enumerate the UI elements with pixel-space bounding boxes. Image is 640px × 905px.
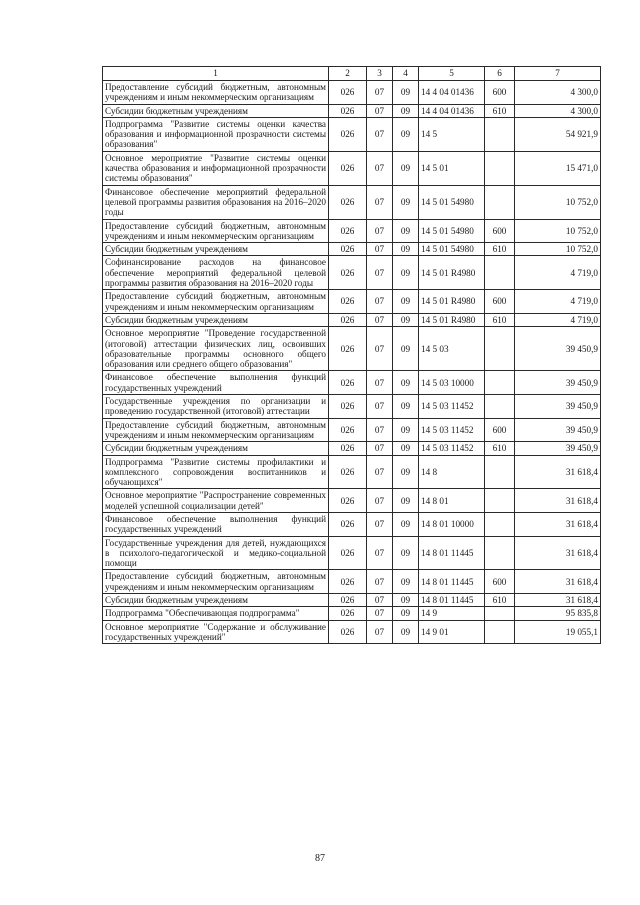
row-name-cell: Субсидии бюджетным учреждениям [103,442,329,455]
subsection-code-cell: 09 [393,489,419,513]
row-name-cell: Основное мероприятие "Распространение современных моделей успешной социализации детей" [103,489,329,513]
subsection-code-cell: 09 [393,117,419,151]
section-code-cell: 07 [367,243,393,256]
row-name-cell: Предоставление субсидий бюджетным, автономным учреждениям и иным некоммерческим организациям [103,290,329,314]
section-code-cell: 07 [367,151,393,185]
row-name-cell: Финансовое обеспечение выполнения функций государственных учреждений [103,512,329,536]
header-row [103,67,601,81]
table-row [103,455,601,489]
table-row [103,489,601,513]
expense-type-cell [485,512,515,536]
target-code-cell: 14 5 03 10000 [419,371,485,395]
row-name-cell: Субсидии бюджетным учреждениям [103,243,329,256]
header-cell: 2 [329,67,367,81]
expense-type-cell: 600 [485,570,515,594]
section-code-cell: 07 [367,81,393,105]
table-row [103,371,601,395]
header-cell: 7 [515,67,601,81]
target-code-cell: 14 8 01 [419,489,485,513]
table-row [103,151,601,185]
table-row [103,104,601,117]
section-code-cell: 07 [367,256,393,290]
row-name-cell: Основное мероприятие "Проведение государственной (итоговой) аттестации физических лиц, освоивших образовательные программы основного общего образования или среднего общего образования" [103,327,329,371]
section-code-cell: 07 [367,594,393,607]
row-name-cell: Основное мероприятие "Развитие системы оценки качества образования и информационной прозрачности системы образования" [103,151,329,185]
ministry-code-cell: 026 [329,594,367,607]
subsection-code-cell: 09 [393,594,419,607]
expense-type-cell [485,607,515,620]
subsection-code-cell: 09 [393,371,419,395]
header-cell: 5 [419,67,485,81]
expense-type-cell: 610 [485,442,515,455]
subsection-code-cell: 09 [393,290,419,314]
target-code-cell: 14 5 03 11452 [419,442,485,455]
ministry-code-cell: 026 [329,185,367,219]
ministry-code-cell: 026 [329,371,367,395]
target-code-cell: 14 5 01 54980 [419,243,485,256]
row-name-cell: Субсидии бюджетным учреждениям [103,313,329,326]
amount-cell: 31 618,4 [515,594,601,607]
target-code-cell: 14 5 03 [419,327,485,371]
expense-type-cell: 610 [485,594,515,607]
table-row [103,442,601,455]
expense-type-cell [485,371,515,395]
section-code-cell: 07 [367,219,393,243]
table-row [103,512,601,536]
page-number: 87 [315,853,325,864]
table-row [103,395,601,419]
expense-type-cell [485,327,515,371]
ministry-code-cell: 026 [329,620,367,644]
subsection-code-cell: 09 [393,395,419,419]
expense-type-cell: 610 [485,243,515,256]
table-row [103,607,601,620]
subsection-code-cell: 09 [393,442,419,455]
section-code-cell: 07 [367,536,393,570]
header-cell: 3 [367,67,393,81]
expense-type-cell [485,117,515,151]
target-code-cell: 14 5 01 54980 [419,219,485,243]
header-cell: 6 [485,67,515,81]
ministry-code-cell: 026 [329,327,367,371]
table-row [103,243,601,256]
ministry-code-cell: 026 [329,117,367,151]
expense-type-cell: 600 [485,81,515,105]
amount-cell: 4 300,0 [515,104,601,117]
amount-cell: 39 450,9 [515,327,601,371]
ministry-code-cell: 026 [329,455,367,489]
table-row [103,594,601,607]
section-code-cell: 07 [367,104,393,117]
subsection-code-cell: 09 [393,570,419,594]
row-name-cell: Предоставление субсидий бюджетным, автономным учреждениям и иным некоммерческим организациям [103,570,329,594]
amount-cell: 39 450,9 [515,371,601,395]
target-code-cell: 14 4 04 01436 [419,81,485,105]
row-name-cell: Субсидии бюджетным учреждениям [103,104,329,117]
section-code-cell: 07 [367,290,393,314]
section-code-cell: 07 [367,185,393,219]
amount-cell: 39 450,9 [515,395,601,419]
ministry-code-cell: 026 [329,418,367,442]
table-row [103,290,601,314]
amount-cell: 10 752,0 [515,243,601,256]
target-code-cell: 14 8 01 10000 [419,512,485,536]
subsection-code-cell: 09 [393,455,419,489]
section-code-cell: 07 [367,570,393,594]
expense-type-cell [485,256,515,290]
row-name-cell: Финансовое обеспечение мероприятий федеральной целевой программы развития образования на 2016–2020 годы [103,185,329,219]
expense-type-cell: 600 [485,418,515,442]
subsection-code-cell: 09 [393,151,419,185]
amount-cell: 15 471,0 [515,151,601,185]
target-code-cell: 14 9 [419,607,485,620]
subsection-code-cell: 09 [393,81,419,105]
target-code-cell: 14 5 01 R4980 [419,256,485,290]
amount-cell: 31 618,4 [515,536,601,570]
ministry-code-cell: 026 [329,536,367,570]
subsection-code-cell: 09 [393,607,419,620]
amount-cell: 39 450,9 [515,442,601,455]
section-code-cell: 07 [367,117,393,151]
amount-cell: 10 752,0 [515,185,601,219]
table-row [103,570,601,594]
ministry-code-cell: 026 [329,313,367,326]
expense-type-cell: 600 [485,290,515,314]
section-code-cell: 07 [367,455,393,489]
expense-type-cell [485,489,515,513]
subsection-code-cell: 09 [393,185,419,219]
target-code-cell: 14 8 [419,455,485,489]
amount-cell: 31 618,4 [515,489,601,513]
expense-type-cell [485,455,515,489]
amount-cell: 31 618,4 [515,455,601,489]
header-cell: 4 [393,67,419,81]
table-row [103,327,601,371]
subsection-code-cell: 09 [393,243,419,256]
row-name-cell: Предоставление субсидий бюджетным, автономным учреждениям и иным некоммерческим организациям [103,81,329,105]
target-code-cell: 14 8 01 11445 [419,594,485,607]
target-code-cell: 14 5 [419,117,485,151]
amount-cell: 10 752,0 [515,219,601,243]
row-name-cell: Предоставление субсидий бюджетным, автономным учреждениям и иным некоммерческим организациям [103,219,329,243]
ministry-code-cell: 026 [329,570,367,594]
ministry-code-cell: 026 [329,442,367,455]
table-row [103,81,601,105]
ministry-code-cell: 026 [329,512,367,536]
amount-cell: 95 835,8 [515,607,601,620]
expense-type-cell: 610 [485,104,515,117]
subsection-code-cell: 09 [393,219,419,243]
target-code-cell: 14 5 01 54980 [419,185,485,219]
section-code-cell: 07 [367,395,393,419]
target-code-cell: 14 5 03 11452 [419,418,485,442]
amount-cell: 4 719,0 [515,256,601,290]
section-code-cell: 07 [367,418,393,442]
table-row [103,185,601,219]
ministry-code-cell: 026 [329,256,367,290]
table-row [103,117,601,151]
expense-type-cell [485,395,515,419]
ministry-code-cell: 026 [329,219,367,243]
target-code-cell: 14 5 01 [419,151,485,185]
expense-type-cell [485,620,515,644]
row-name-cell: Софинансирование расходов на финансовое обеспечение мероприятий федеральной целевой программы развития образования на 2016–2020 годы [103,256,329,290]
target-code-cell: 14 5 01 R4980 [419,313,485,326]
ministry-code-cell: 026 [329,290,367,314]
ministry-code-cell: 026 [329,489,367,513]
table-row [103,536,601,570]
section-code-cell: 07 [367,607,393,620]
target-code-cell: 14 8 01 11445 [419,536,485,570]
target-code-cell: 14 8 01 11445 [419,570,485,594]
section-code-cell: 07 [367,313,393,326]
subsection-code-cell: 09 [393,256,419,290]
table-row [103,620,601,644]
row-name-cell: Подпрограмма "Развитие системы оценки качества образования и информационной прозрачности системы образования" [103,117,329,151]
target-code-cell: 14 5 03 11452 [419,395,485,419]
subsection-code-cell: 09 [393,620,419,644]
subsection-code-cell: 09 [393,313,419,326]
ministry-code-cell: 026 [329,395,367,419]
target-code-cell: 14 4 04 01436 [419,104,485,117]
table-row [103,219,601,243]
budget-table [102,66,601,644]
amount-cell: 4 719,0 [515,290,601,314]
target-code-cell: 14 5 01 R4980 [419,290,485,314]
expense-type-cell: 610 [485,313,515,326]
table-row [103,256,601,290]
amount-cell: 19 055,1 [515,620,601,644]
target-code-cell: 14 9 01 [419,620,485,644]
expense-type-cell [485,536,515,570]
amount-cell: 54 921,9 [515,117,601,151]
ministry-code-cell: 026 [329,151,367,185]
header-cell: 1 [103,67,329,81]
row-name-cell: Подпрограмма "Обеспечивающая подпрограмма" [103,607,329,620]
section-code-cell: 07 [367,327,393,371]
ministry-code-cell: 026 [329,607,367,620]
row-name-cell: Предоставление субсидий бюджетным, автономным учреждениям и иным некоммерческим организациям [103,418,329,442]
ministry-code-cell: 026 [329,104,367,117]
section-code-cell: 07 [367,371,393,395]
table-row [103,313,601,326]
row-name-cell: Подпрограмма "Развитие системы профилактики и комплексного сопровождения воспитанников и обучающихся" [103,455,329,489]
row-name-cell: Государственные учреждения по организации и проведению государственной (итоговой) аттестации [103,395,329,419]
table-body [103,81,601,644]
section-code-cell: 07 [367,442,393,455]
ministry-code-cell: 026 [329,81,367,105]
amount-cell: 31 618,4 [515,570,601,594]
row-name-cell: Финансовое обеспечение выполнения функций государственных учреждений [103,371,329,395]
expense-type-cell [485,151,515,185]
amount-cell: 4 719,0 [515,313,601,326]
subsection-code-cell: 09 [393,512,419,536]
amount-cell: 31 618,4 [515,512,601,536]
row-name-cell: Субсидии бюджетным учреждениям [103,594,329,607]
amount-cell: 39 450,9 [515,418,601,442]
section-code-cell: 07 [367,489,393,513]
section-code-cell: 07 [367,620,393,644]
expense-type-cell [485,185,515,219]
table-row [103,418,601,442]
subsection-code-cell: 09 [393,418,419,442]
expense-type-cell: 600 [485,219,515,243]
subsection-code-cell: 09 [393,327,419,371]
section-code-cell: 07 [367,512,393,536]
row-name-cell: Основное мероприятие "Содержание и обслуживание государственных учреждений" [103,620,329,644]
amount-cell: 4 300,0 [515,81,601,105]
subsection-code-cell: 09 [393,104,419,117]
ministry-code-cell: 026 [329,243,367,256]
subsection-code-cell: 09 [393,536,419,570]
row-name-cell: Государственные учреждения для детей, нуждающихся в психолого-педагогической и медико-социальной помощи [103,536,329,570]
